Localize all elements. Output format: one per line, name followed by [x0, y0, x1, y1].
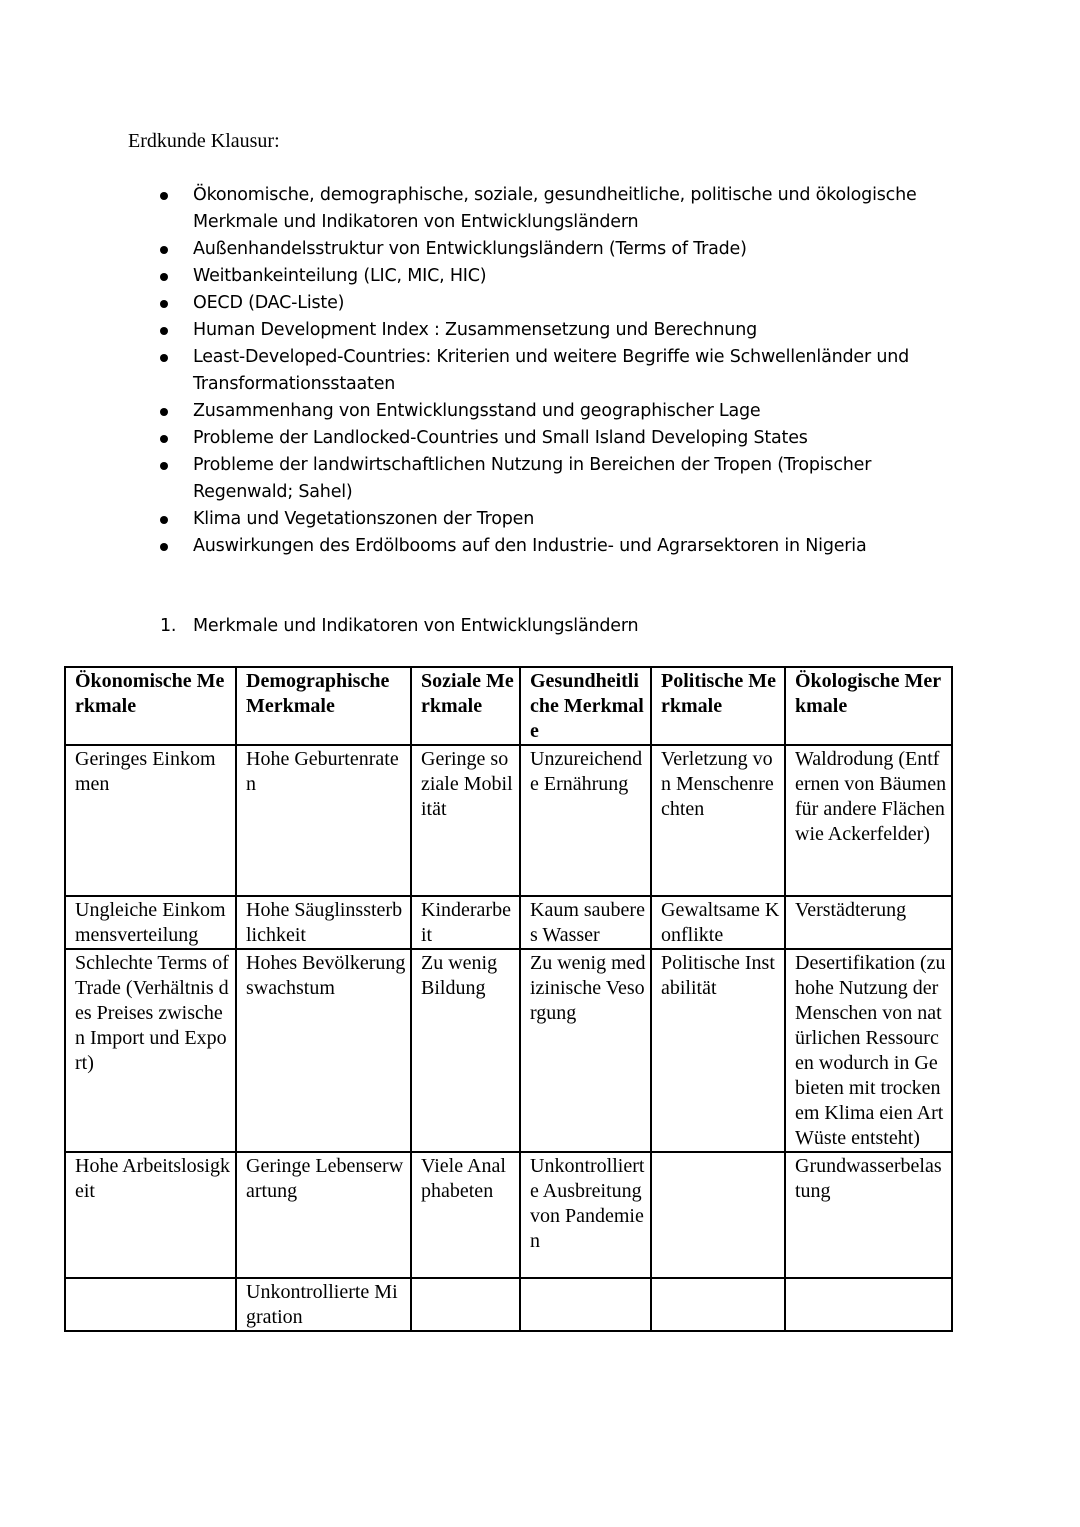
table-row — [65, 745, 952, 896]
indicators-table — [64, 666, 953, 1332]
table-cell: Unkontrollierte Ausbreitung von Pandemien — [520, 1152, 651, 1278]
topic-item — [193, 398, 963, 425]
table-cell: Politische Instabilität — [651, 949, 785, 1152]
table-row — [65, 896, 952, 949]
bullet-icon — [160, 516, 168, 524]
table-cell: Verletzung von Menschenrechten — [651, 745, 785, 896]
table-cell: Geringe Lebenserwartung — [236, 1152, 411, 1278]
bullet-icon — [160, 327, 168, 335]
topic-text: Ökonomische, demographische, soziale, gesundheitliche, politische und ökologische Merkmale und Indikatoren von Entwicklungsländern — [193, 185, 917, 232]
header-ecological: Ökologische Merkmale — [785, 667, 952, 745]
topic-item — [193, 506, 963, 533]
table-cell — [785, 1278, 952, 1331]
table-cell: Geringe soziale Mobilität — [411, 745, 520, 896]
table-cell: Ungleiche Einkommensverteilung — [65, 896, 236, 949]
document-title: Erdkunde Klausur: — [128, 130, 280, 152]
section-title: Merkmale und Indikatoren von Entwicklungsländern — [193, 616, 639, 636]
table-cell — [520, 1278, 651, 1331]
table-cell: Unkontrollierte Migration — [236, 1278, 411, 1331]
topic-item — [193, 317, 963, 344]
topic-item — [193, 344, 963, 398]
topic-text: Human Development Index : Zusammensetzung und Berechnung — [193, 320, 758, 340]
header-demographic: Demographische Merkmale — [236, 667, 411, 745]
bullet-icon — [160, 300, 168, 308]
topic-text: Zusammenhang von Entwicklungsstand und geographischer Lage — [193, 401, 761, 421]
table-cell: Verstädterung — [785, 896, 952, 949]
header-social: Soziale Merkmale — [411, 667, 520, 745]
topic-list — [193, 182, 963, 560]
table-cell: Waldrodung (Entfernen von Bäumen für andere Flächen wie Ackerfelder) — [785, 745, 952, 896]
bullet-icon — [160, 435, 168, 443]
bullet-icon — [160, 192, 168, 200]
table-cell: Unzureichende Ernährung — [520, 745, 651, 896]
table-cell: Hohe Geburtenraten — [236, 745, 411, 896]
topic-text: Auswirkungen des Erdölbooms auf den Industrie- und Agrarsektoren in Nigeria — [193, 536, 867, 556]
topic-item — [193, 236, 963, 263]
topic-item — [193, 182, 963, 236]
header-political: Politische Merkmale — [651, 667, 785, 745]
header-health: Gesundheitliche Merkmale — [520, 667, 651, 745]
header-economic: Ökonomische Merkmale — [65, 667, 236, 745]
table-row — [65, 1152, 952, 1278]
table-cell: Schlechte Terms of Trade (Verhältnis des Preises zwischen Import und Export) — [65, 949, 236, 1152]
table-cell: Desertifikation (zu hohe Nutzung der Menschen von natürlichen Ressourcen wodurch in Gebieten mit trockenem Klima eien Art Wüste entsteht) — [785, 949, 952, 1152]
topic-text: Probleme der Landlocked-Countries und Small Island Developing States — [193, 428, 808, 448]
table-cell: Kinderarbeit — [411, 896, 520, 949]
table-cell: Zu wenig medizinische Vesorgung — [520, 949, 651, 1152]
table-cell: Grundwasserbelastung — [785, 1152, 952, 1278]
table-cell — [651, 1278, 785, 1331]
table-cell: Gewaltsame Konflikte — [651, 896, 785, 949]
bullet-icon — [160, 408, 168, 416]
table-cell: Viele Analphabeten — [411, 1152, 520, 1278]
table-cell: Geringes Einkommen — [65, 745, 236, 896]
bullet-icon — [160, 462, 168, 470]
bullet-icon — [160, 543, 168, 551]
topic-text: OECD (DAC-Liste) — [193, 293, 345, 313]
table-header-row — [65, 667, 952, 745]
table-cell — [411, 1278, 520, 1331]
table-cell: Kaum sauberes Wasser — [520, 896, 651, 949]
bullet-icon — [160, 246, 168, 254]
topic-item — [193, 533, 963, 560]
topic-item — [193, 290, 963, 317]
topic-item — [193, 452, 963, 506]
topic-text: Probleme der landwirtschaftlichen Nutzung in Bereichen der Tropen (Tropischer Regenwald; Sahel) — [193, 455, 872, 502]
bullet-icon — [160, 354, 168, 362]
topic-text: Weitbankeinteilung (LIC, MIC, HIC) — [193, 266, 487, 286]
table-cell: Zu wenig Bildung — [411, 949, 520, 1152]
bullet-icon — [160, 273, 168, 281]
topic-item — [193, 263, 963, 290]
table-row — [65, 1278, 952, 1331]
section-number: 1. — [160, 616, 177, 636]
topic-item — [193, 425, 963, 452]
topic-text: Least-Developed-Countries: Kriterien und weitere Begriffe wie Schwellenländer und Transformationsstaaten — [193, 347, 910, 394]
topic-text: Außenhandelsstruktur von Entwicklungsländern (Terms of Trade) — [193, 239, 747, 259]
table-row — [65, 949, 952, 1152]
topic-text: Klima und Vegetationszonen der Tropen — [193, 509, 535, 529]
table-cell: Hohe Arbeitslosigkeit — [65, 1152, 236, 1278]
table-cell — [65, 1278, 236, 1331]
table-cell: Hohes Bevölkerungswachstum — [236, 949, 411, 1152]
table-cell: Hohe Säuglinssterblichkeit — [236, 896, 411, 949]
section-heading — [160, 616, 638, 636]
table-cell — [651, 1152, 785, 1278]
